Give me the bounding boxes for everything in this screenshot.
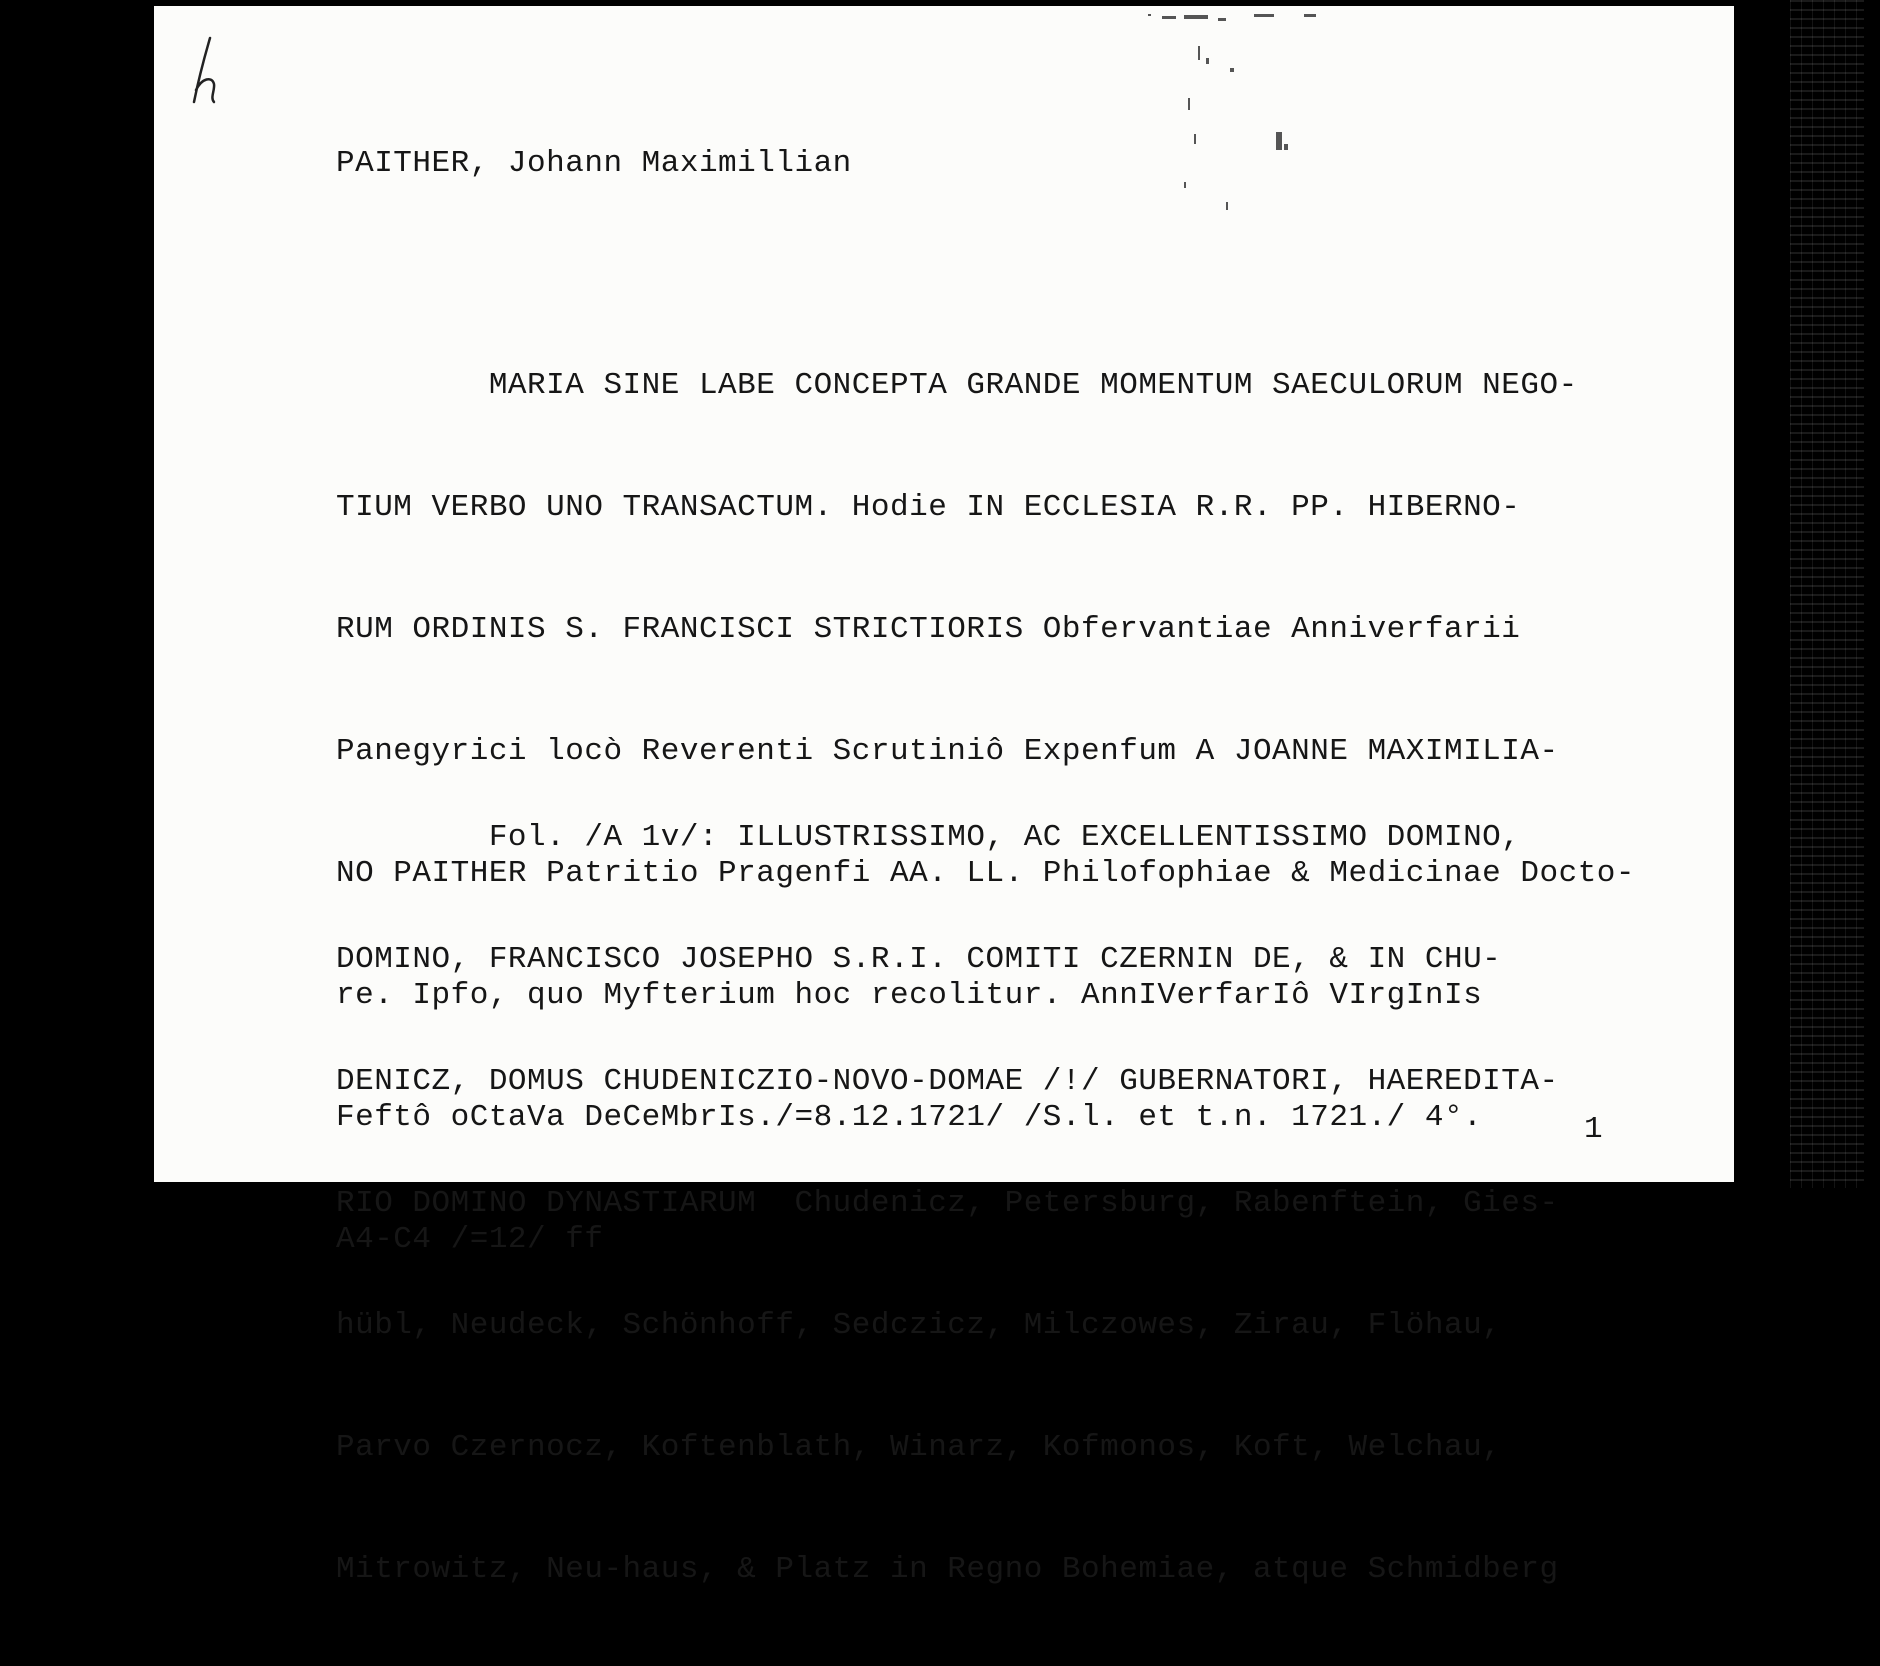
- dedication-paragraph: [336, 742, 1559, 1666]
- card-heading: PAITHER, Johann Maximillian: [336, 146, 852, 181]
- text-line: RUM ORDINIS S. FRANCISCI STRICTIORIS Obfervantiae Anniverfarii: [336, 612, 1521, 647]
- text-line: re. Ipfo, quo Myfterium hoc recolitur. AnnIVerfarIô VIrgInIs: [336, 978, 1483, 1013]
- text-line: hübl, Neudeck, Schönhoff, Sedczicz, Milczowes, Zirau, Flöhau,: [336, 1308, 1502, 1343]
- text-line: Feftô oCtaVa DeCeMbrIs./=8.12.1721/ /S.l. et t.n. 1721./ 4°.: [336, 1100, 1483, 1135]
- text-line: Parvo Czernocz, Koftenblath, Winarz, Kofmonos, Koft, Welchau,: [336, 1430, 1502, 1465]
- text-line: Panegyrici locò Reverenti Scrutiniô Expenfum A JOANNE MAXIMILIA-: [336, 734, 1559, 769]
- text-line: TIUM VERBO UNO TRANSACTUM. Hodie IN ECCLESIA R.R. PP. HIBERNO-: [336, 490, 1521, 525]
- text-line: Mitrowitz, Neu-haus, & Platz in Regno Bohemiae, atque Schmidberg: [336, 1552, 1559, 1587]
- scan-noise-decoration: [1144, 6, 1404, 216]
- text-line: DENICZ, DOMUS CHUDENICZIO-NOVO-DOMAE /!/ GUBERNATORI, HAEREDITA-: [336, 1064, 1559, 1099]
- text-line: MARIA SINE LABE CONCEPTA GRANDE MOMENTUM SAECULORUM NEGO-: [336, 368, 1578, 403]
- handwritten-h-mark-icon: [180, 32, 240, 112]
- text-line: RIO DOMINO DYNASTIARUM Chudenicz, Petersburg, Rabenftein, Gies-: [336, 1186, 1559, 1221]
- text-line: DOMINO, FRANCISCO JOSEPHO S.R.I. COMITI CZERNIN DE, & IN CHU-: [336, 942, 1502, 977]
- catalog-card: [154, 6, 1734, 1587]
- text-line: A4-C4 /=12/ ff: [336, 1222, 604, 1257]
- film-edge: [1790, 0, 1864, 1188]
- text-line: NO PAITHER Patritio Pragenfi AA. LL. Philofophiae & Medicinae Docto-: [336, 856, 1636, 891]
- text-line: Fol. /A 1v/: ILLUSTRISSIMO, AC EXCELLENTISSIMO DOMINO,: [336, 820, 1521, 855]
- page-number: 1: [1584, 1112, 1604, 1147]
